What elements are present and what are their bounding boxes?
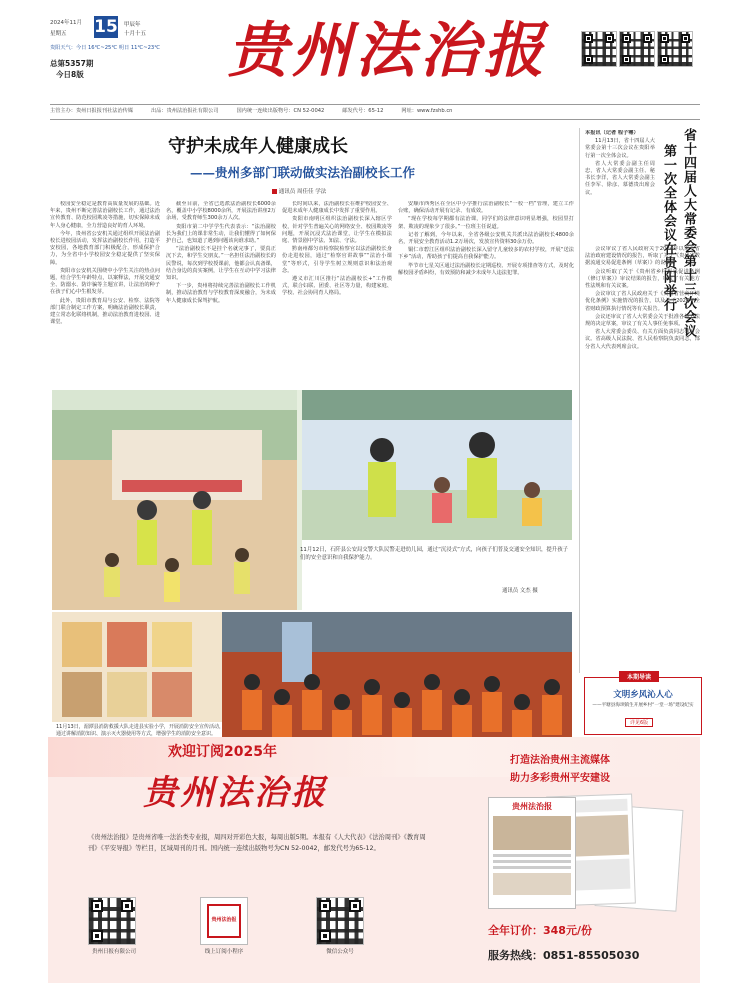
info-sponsor: 主管主办：贵州日报报刊社法治传媒 <box>50 108 134 114</box>
side-story-body <box>585 246 700 661</box>
byline-text: 通讯员 周佳佳 学法 <box>278 189 327 195</box>
mock-masthead: 贵州法治报 <box>512 801 552 811</box>
ad-slogan-2: 助力多彩贵州平安建设 <box>510 773 610 784</box>
paragraph: 贵阳市南明区组织法治副校长深入辖区学校，针对学生普遍关心的网络安全、校园欺凌等问题，开展沉浸式法治课堂，让学生在模拟法庭、情景剧中学法、知法、守法。 <box>282 216 392 245</box>
photo2-caption: 11月13日，湄潭县消防救援大队走进县实验小学，开展消防安全宣传活动，通过讲解消防知识、演示灭火器使用等方式，增强学生的消防安全意识。 <box>56 724 224 737</box>
paragraph: 11月13日，省十四届人大常委会第十三次会议在贵阳举行第一次全体会议。 <box>585 138 655 159</box>
masthead-date-block <box>50 18 160 88</box>
masthead-qr-code-3[interactable] <box>657 31 693 67</box>
paragraph: 会议审议了省人民政府关于《贵州省营商环境优化条例》实施情况的报告，以及关于2024年全省财政预算执行情况等有关报告。 <box>585 291 700 312</box>
ad-qr-code-3[interactable] <box>316 897 364 945</box>
side-headline-2: 第一次全体会议在贵阳举行 <box>661 144 676 312</box>
ad-logo: 贵州法治报 <box>143 773 328 813</box>
paragraph: 此外，贵阳市教育局与公安、检察、法院等部门联合制定工作方案，明确法治副校长职责，建立常态化联络机制，推动法治教育进校园、进课堂。 <box>50 297 160 326</box>
lead-column-3 <box>282 201 392 386</box>
paragraph: 会议听取了关于《贵州省乡村振兴促进条例（修订草案）》审议结果的报告，审议了有关地方性法规和有关议案。 <box>585 268 700 290</box>
side-headline-1: 省十四届人大常委会第十三次会议 <box>681 128 696 338</box>
paragraph: 今年，贵州省公安机关通过组织开展法治副校长进校园活动，发挥法治副校长作用，打造平安校园，各地教育部门积极配合，形成保护合力，为全省中小学校园安全稳定提供了坚实保障。 <box>50 230 160 266</box>
info-publisher: 出品：贵州法治报社有限公司 <box>151 108 219 114</box>
info-cn: 国内统一连续出版物号：CN 52-0042 <box>236 108 325 114</box>
photo-traffic-police-kindergarten <box>52 390 572 610</box>
paragraph: 铜仁市碧江区组织法治副校长深入留守儿童较多的农村学校，开展“送法下乡”活动，帮助孩子们提高自我保护能力。 <box>398 247 574 261</box>
preview-title: 文明乡风沁人心 <box>613 690 673 700</box>
paragraph: 省人大常委会副主任周忠，省人大常委会副主任、秘书长李洋，省人大常委会副主任李军、徐彦、慕德贵出席会议。 <box>585 160 655 196</box>
info-strip <box>50 107 700 117</box>
ad-qr-label-1: 贵州日报有限公司 <box>91 949 136 955</box>
info-code: 邮发代号：65-12 <box>342 108 384 114</box>
paragraph: 毕节市七星关区通过法治副校长定期巡校、开展专项排查等方式，及时化解校园矛盾纠纷，有效预防和减少未成年人违法犯罪。 <box>398 262 574 276</box>
day-number: 15 <box>94 17 118 37</box>
paragraph: 记者了解到，今年以来，全省各级公安机关共派出法治副校长4800余名，开展安全教育活动1.2万场次，发放宣传资料30余万份。 <box>398 231 574 246</box>
preview-subtitle: ——平塘县海坝镇生开展乡村“一堂一场”建设纪实 <box>592 703 694 708</box>
page-count: 今日8版 <box>56 70 84 79</box>
preview-tag: 本期导读 <box>619 671 659 682</box>
paragraph: “法治副校长不是挂个名就完事了，要真正沉下去，和学生交朋友。”一名担任法治副校长的民警说，每次到学校授课前，他都会认真备课，结合身边的真实案例，让学生在互动中学习法律知识。 <box>166 246 276 282</box>
side-story-lead <box>585 130 655 240</box>
ad-qr-code-2[interactable] <box>200 897 248 945</box>
paragraph: 长时间以来，法治副校长在维护校园安全、促进未成年人健康成长中发挥了重要作用。 <box>282 201 392 215</box>
info-site: 网址：www.fzshb.cn <box>401 108 453 114</box>
paper-logo: 贵州法治报 <box>227 16 548 86</box>
masthead-qr-code-2[interactable] <box>619 31 655 67</box>
lead-column-1 <box>50 201 160 386</box>
lunar-year: 甲辰年 <box>124 22 141 28</box>
lead-column-2 <box>166 201 276 386</box>
ad-qr-label-2: 线上订阅小程序 <box>204 949 244 955</box>
photo1-credit: 通讯员 文杰 摄 <box>502 588 538 594</box>
preview-page-link[interactable]: 详见6版 <box>625 718 653 727</box>
paragraph: 校园安全稳定是教育高质量发展的基础。近年来，贵州不断完善法治副校长工作，通过法治宣传教育、防范校园欺凌等措施，切实保障未成年人身心健康，全力营造良好的育人环境。 <box>50 201 160 229</box>
preview-box[interactable] <box>584 674 702 735</box>
ad-hotline[interactable]: 服务热线：0851-85505030 <box>488 949 640 962</box>
ad-paper-mock-front <box>488 797 576 909</box>
masthead-qr-code-1[interactable] <box>581 31 617 67</box>
divider <box>50 119 700 120</box>
paragraph: 安顺市西秀区在全区中小学推行法治副校长“一校一档”管理，建立工作台账，确保活动开展有记录、有成效。 <box>398 201 574 215</box>
issue-number: 总第5357期 <box>50 59 94 68</box>
divider <box>50 104 700 105</box>
paragraph: 截至目前，全省已选派法治副校长6000余名，覆盖中小学校8000余所，开展法治讲座2万余场，受教育师生300余万人次。 <box>166 201 276 222</box>
paragraph: 下一步，贵州将持续完善法治副校长工作机制，推动法治教育与学校教育深度融合，为未成年人健康成长保驾护航。 <box>166 283 276 304</box>
weekday: 星期五 <box>50 31 67 37</box>
paragraph: “现在学校每学期都有法治课，同学们的法律意识明显增强，校园里打架、欺凌的现象少了很多。”一位班主任说道。 <box>398 216 574 230</box>
lead-headline: 守护未成年人健康成长 <box>168 136 348 157</box>
side-byline: 本报讯（记者 程子骞） <box>585 130 639 136</box>
date-year-month: 2024年11月 <box>50 20 82 26</box>
mini-program-logo: 贵州法治报 <box>211 917 237 923</box>
paragraph: 贵阳市第二中学学生代表表示：“法治副校长为我们上的课非常生动，让我们懂得了如何保护自己，也知道了遇到问题该向谁求助。” <box>166 223 276 245</box>
photo-illustration <box>52 390 572 610</box>
lunar-day: 十月十五 <box>124 31 147 37</box>
subscription-ad <box>48 737 700 983</box>
paragraph: 遵义市汇川区推行“法治副校长+”工作模式，联合妇联、团委、社区等力量，构建家庭、学校、社会协同育人格局。 <box>282 276 392 297</box>
divider <box>579 128 580 673</box>
paragraph: 黔南州都匀市检察院检察官以法治副校长身份走进校园，通过“检察官讲故事”“法治小课堂”等形式，引导学生树立规则意识和法治观念。 <box>282 246 392 274</box>
paragraph: 省人大常委会委员、有关方面负责同志列席会议。省高级人民法院、省人民检察院负责同志，部分省人大代表列席会议。 <box>585 329 700 350</box>
ad-banner-title: 欢迎订阅2025年 <box>168 744 277 760</box>
ad-qr-code-1[interactable] <box>88 897 136 945</box>
ad-qr-label-3: 微信公众号 <box>326 949 354 955</box>
paragraph: 贵阳市公安机关围绕中小学生关注的热点问题，结合学生年龄特点，以案释法，开展交通安全、防溺水、防诈骗等主题宣讲，让法治的种子在孩子们心中生根发芽。 <box>50 267 160 296</box>
weather-line: 贵阳天气：今日 16℃~25℃ 明日 11℃~23℃ <box>50 45 161 51</box>
paragraph: 会议还审议了省人大常委会关于批准各地方法规的决定草案，审议了有关人事任免事项。 <box>585 313 700 328</box>
masthead-title <box>210 10 565 92</box>
paragraph: 会议审议了省人民政府关于2024年以来全省法治政府建设情况的报告，听取了关于《贵州省数据流通交易促进条例（草案）》的说明。 <box>585 246 700 267</box>
ad-description: 《贵州法治报》是贵州省唯一法治类专业报，周四对开彩色大报，每周出版5期。本报有《人大代表》《法治周刊》《教育周刊》《平安导报》等栏目，区域周刊的月刊。国内统一连续出版物号为CN 52-0042，邮发代号为65-12。 <box>88 834 426 852</box>
ad-slogan-1: 打造法治贵州主流媒体 <box>510 755 610 766</box>
lead-byline <box>272 187 326 195</box>
byline-bullet-icon <box>272 189 277 194</box>
lead-column-4 <box>398 201 574 386</box>
ad-price: 全年订价：348元/份 <box>488 924 592 937</box>
photo1-caption: 11月12日，石阡县公安局交警大队民警走进幼儿园，通过“沉浸式”方式，向孩子们普及交通安全知识，提升孩子们的安全意识和自我保护能力。 <box>300 547 568 561</box>
lead-subheadline: ——贵州多部门联动做实法治副校长工作 <box>190 165 416 180</box>
